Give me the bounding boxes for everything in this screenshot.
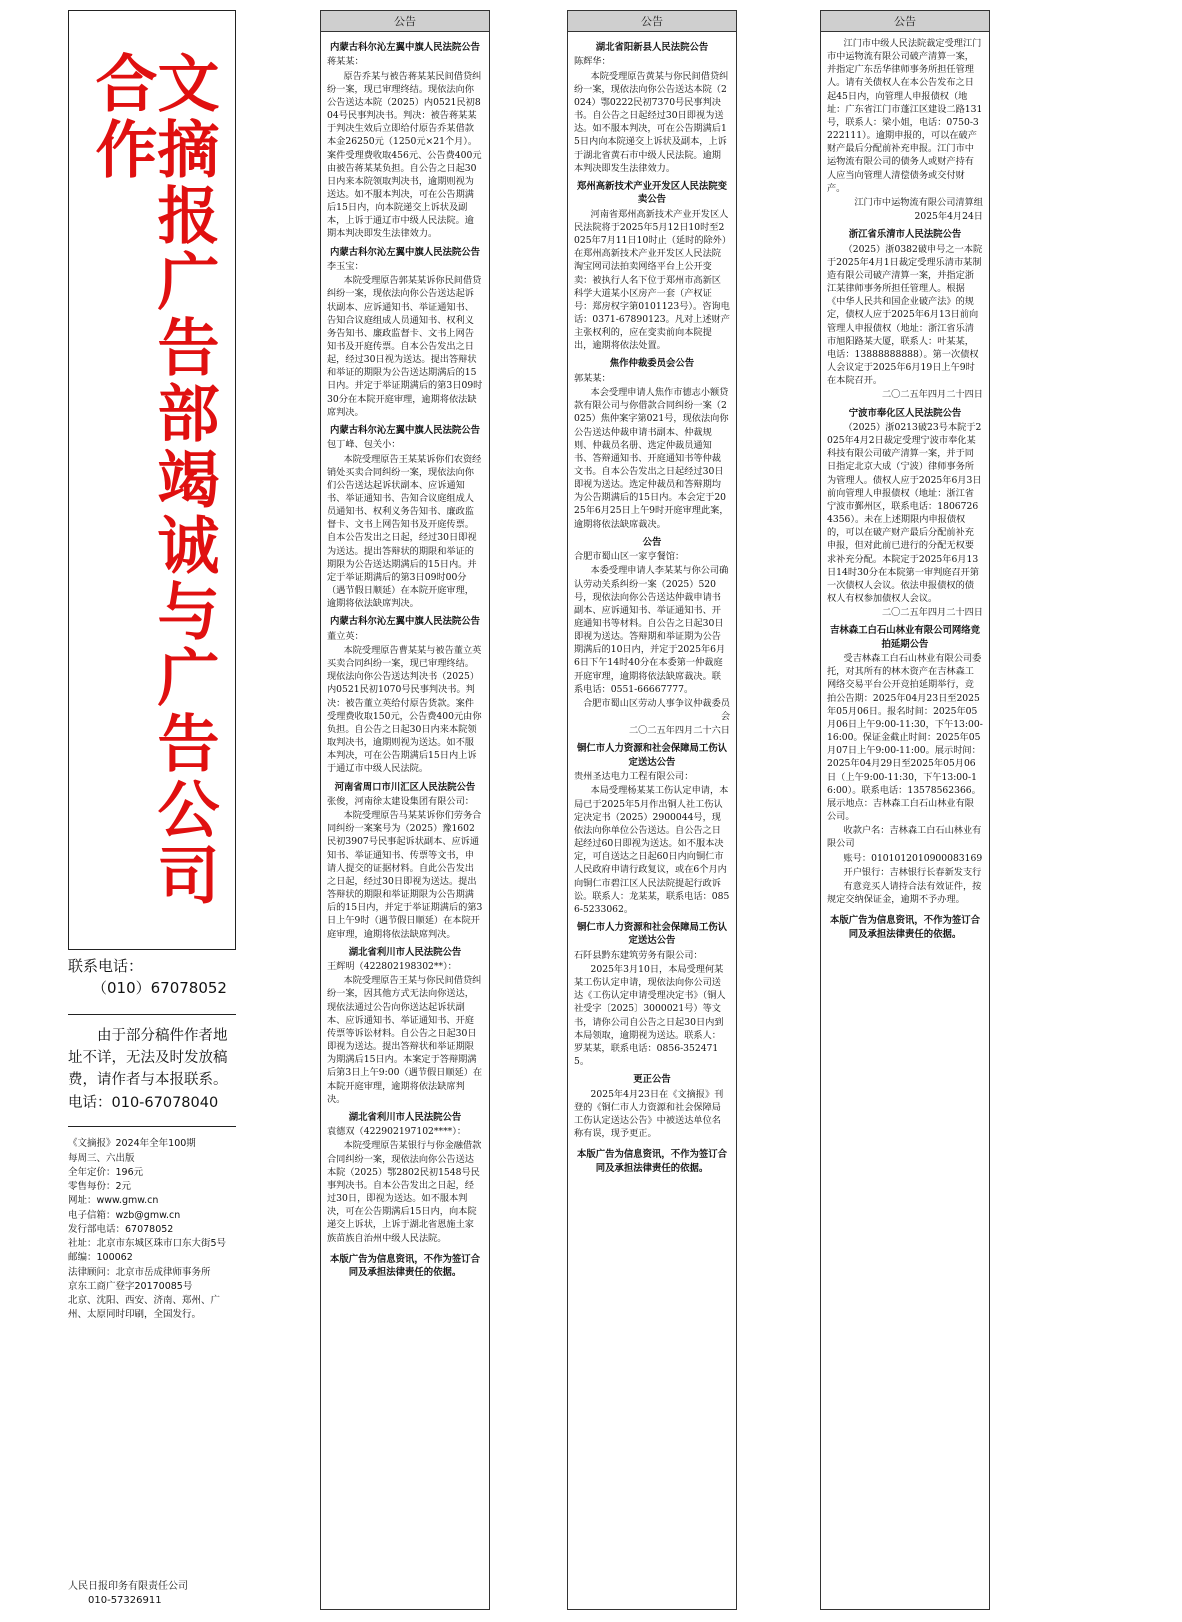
column-header: 公告 [821,11,989,32]
notice-text: 开户银行：吉林银行长春新发支行 [843,866,982,878]
left-column [68,10,236,1608]
notice [827,37,983,223]
publication-line: 全年定价：196元 [68,1166,144,1178]
notice [327,424,483,610]
notice [827,624,983,823]
column-header: 公告 [321,11,489,32]
author-notice-text: 由于部分稿件作者地址不详，无法及时发放稿费，请作者与本报联系。 [68,1027,228,1089]
notice-column-3 [820,10,990,1610]
notice-title: 湖北省阳新县人民法院公告 [595,42,709,53]
column-body [321,32,489,1284]
disclaimer-footer: 本版广告为信息资讯，不作为签订合同及承担法律责任的依据。 [829,915,980,940]
notice-recipient: 袁德双（422902197102****）： [327,1126,467,1138]
banner-title: 文摘报广告部竭诚与广告公司合作 [85,51,220,909]
notice-column-2 [567,10,737,1610]
notice-title: 铜仁市人力资源和社会保障局工伤认定送达公告 [576,921,727,947]
notice-recipient: 蒋某某： [327,56,364,68]
notice-text: 账号：0101012010900083169 [843,852,983,864]
notice-text: 本院受理原告王某某诉你们农资经销处买卖合同纠纷一案，现依法向你们公告送达起诉状副本、应诉通知书、举证通知书、告知合议庭组成人员通知书、权利义务告知书、廉政监督卡、文书上网告知书及开庭传票。自本公告发出之日起，经过30日即视为送达。提出答辩状的期限和举证的期限为公告送达期满后的15日内。并定于举证期满后的第3日09时00分（遇节假日顺延）在本院开庭审理，逾期将依法缺席判决。 [327,453,482,610]
notice [327,781,483,941]
notice-recipient: 张俊，河南徐太建设集团有限公司： [327,796,474,807]
publication-line: 电子信箱：wzb@gmw.cn [68,1209,181,1221]
notice-text: 本院受理原告曹某某与被告董立英买卖合同纠纷一案，现已审理终结。现依法向你公告送达判决书（2025）内0521民初1070号民事判决书。判决：被告董立英给付原告货款。案件受理费收取150元，公告费400元由你负担。自公告之日起30日内来本院领取判决书，逾期则视为送达。如不服本判决，可在公告期满后15日内上诉于通辽市中级人民法院。 [327,645,482,775]
notice-title: 内蒙古科尔沁左翼中旗人民法院公告 [329,616,480,628]
publication-line: 零售每份：2元 [68,1181,132,1193]
notice-title: 内蒙古科尔沁左翼中旗人民法院公告 [329,246,480,258]
publication-line: 每周三、六出版 [68,1152,135,1164]
notice-text: 有意竞买人请持合法有效证件，按规定交纳保证金，逾期不予办理。 [827,880,982,905]
publication-line: 《文摘报》2024年全年100期 [68,1138,196,1150]
notice-text: 江门市中级人民法院裁定受理江门市中运物流有限公司破产清算一案，并指定广东岳华律师事务所担任管理人。请有关债权人在本公告发布之日起45日内，向管理人申报债权（地址：广东省江门市蓬江区建设二路131号，联系人：梁小姐，电话：0750-3222111）。逾期申报的，可以在破产财产最后分配前补充申报。江门市中运物流有限公司的债务人或财产持有人应当向管理人清偿债务或交付财产。 [827,38,983,194]
notice-recipient: 王辉明（422802198302**）： [327,961,457,973]
notice [327,615,483,775]
notice-title: 湖北省利川市人民法院公告 [348,946,462,958]
notice-title: 郑州高新技术产业开发区人民法院变卖公告 [576,180,727,206]
notice-title: 更正公告 [633,1074,671,1086]
notice [574,41,730,175]
notice [327,41,483,241]
notice-text: 本会受理申请人焦作市德志小额贷款有限公司与你借款合同纠纷一案（2025）焦仲案字第021号，现依法向你公告送达仲裁申请书副本、仲裁规则、仲裁员名册、选定仲裁员通知书、答辩通知书、开庭通知书等仲裁文书。自本公告发出之日起经过30日即视为送达。选定仲裁员和答辩期均为公告期满后的15日内。本会定于2025年6月25日上午9时开庭审理此案，逾期将依法缺席裁决。 [574,387,729,530]
notice-signature: 二〇二五年四月二十四日 [881,389,983,401]
publication-line: 社址：北京市东城区珠市口东大街5号 [68,1238,227,1250]
notice-title: 内蒙古科尔沁左翼中旗人民法院公告 [329,42,480,53]
notice-text: 本院受理原告某银行与你金融借款合同纠纷一案，现依法向你公告送达本院（2025）鄂2802民初1548号民事判决书。自本公告发出之日起，经过30日，即视为送达。如不服本判决，可在公告期满后15日内，向本院递交上诉状，上诉于湖北省恩施土家族苗族自治州中级人民法院。 [327,1140,482,1244]
notice [327,946,483,1106]
disclaimer-footer: 本版广告为信息资讯，不作为签订合同及承担法律责任的依据。 [329,1253,480,1279]
notice [574,742,730,916]
notice [574,180,730,353]
notice-text: 本院受理原告王某与你民间借贷纠纷一案，因其他方式无法向你送达，现依法通过公告向你送达起诉状副本、应诉通知书、举证通知书、开庭传票等诉讼材料。自公告之日起30日即视为送达。提出答辩状和举证期限为期满后15日内。本案定于答辩期满后第3日上午9:00（遇节假日顺延）在本院开庭审理，逾期将依法缺席判决。 [327,975,483,1105]
notice-title: 内蒙古科尔沁左翼中旗人民法院公告 [329,424,480,436]
printer-info [68,1580,236,1607]
notice-text: 本院受理原告马某某诉你们劳务合同纠纷一案案号为（2025）豫1602民初3907号民事起诉状副本、应诉通知书、举证通知书、传票等文书，申请人提交的证据材料。自此公告发出之日起，经过30日即视为送达。提出答辩状的期限和举证期限为公告期满后的15日内，并定于举证期满后的第3日上午9时（遇节假日顺延）在本院开庭审理，逾期将依法缺席判决。 [327,810,483,940]
notice-recipient: 郭某某： [574,372,611,384]
printer-name: 人民日报印务有限责任公司 [68,1581,188,1592]
notice-title: 焦作仲裁委员会公告 [609,358,695,370]
notice-title: 宁波市奉化区人民法院公告 [848,407,962,419]
publication-line: 京东工商广登字20170085号 [68,1280,193,1292]
notice-text: 本院受理原告黄某与你民间借贷纠纷一案，现依法向你公告送达本院（2024）鄂0222民初7370号民事判决书。自公告之日起经过30日即视为送达。如不服本判决，可在公告期满后15日内向本院递交上诉状及副本，上诉于湖北省黄石市中级人民法院。逾期本判决即发生法律效力。 [574,70,729,174]
publication-line: 法律顾问：北京市岳成律师事务所 [68,1266,211,1278]
notice [327,1111,483,1245]
notice-text: 原告乔某与被告蒋某某民间借贷纠纷一案，现已审理终结。现依法向你公告送达本院（2025）内0521民初804号民事判决书。判决：被告蒋某某于判决生效后立即给付原告乔某借款本金26250元（1250元×21个月）。案件受理费收取456元、公告费400元由被告蒋某某负担。自公告之日起30日内来本院领取判决书，逾期则视为送达。如不服本判决，可在公告期满后15日内，向本院递交上诉状及副本，上诉于通辽市中级人民法院。逾期本判决即发生法律效力。 [327,70,482,240]
notice [574,1073,730,1140]
notice-text: （2025）浙0213破23号本院于2025年4月2日裁定受理宁波市奉化某科技有限公司破产清算一案，并于同日指定北京大成（宁波）律师事务所为管理人。债权人应于2025年6月3日前向管理人申报债权（地址：浙江省宁波市鄞州区，联系电话：18067264356）。未在上述期限内申报债权的，可以在破产财产最后分配前补充申报，但对此前已进行的分配无权要求补充分配。本院定于2025年6月13日14时30分在本院第一审判庭召开第一次债权人会议。依法申报债权的债权人有权参加债权人会议。 [827,421,982,604]
publication-line: 网址：www.gmw.cn [68,1195,159,1207]
notice-signature: 二〇二五年四月二十六日 [628,725,730,737]
notice-signature: 江门市中运物流有限公司清算组 [854,196,983,208]
notice-title: 吉林森工白石山林业有限公司网络竞拍延期公告 [829,625,980,650]
notice [827,824,983,906]
notice-text: 本委受理申请人李某某与你公司确认劳动关系纠纷一案（2025）520号，现依法向你公告送达仲裁申请书副本、应诉通知书、举证通知书、开庭通知书等材料。自公告之日起30日即视为送达。答辩期和举证期为公告期满后的10日内，并定于2025年6月6日下午14时40分在本委第一仲裁庭开庭审理，逾期将依法缺席裁决。联系电话：0551-66667777。 [574,565,729,695]
notice-text: 本局受理杨某某工伤认定申请，本局已于2025年5月作出铜人社工伤认定决定书（2025）2900044号，现依法向你单位公告送达。自公告之日起经过60日即视为送达。如不服本决定，可自送达之日起60日内向铜仁市人民政府申请行政复议，或在6个月内向铜仁市碧江区人民法院提起行政诉讼。联系人：龙某某，联系电话：0856-5233062。 [574,785,730,915]
notice-title: 浙江省乐清市人民法院公告 [848,229,962,241]
notice [574,921,730,1068]
notice-text: 收款户名：吉林森工白石山林业有限公司 [827,825,982,850]
notice-title: 河南省周口市川汇区人民法院公告 [334,781,476,793]
notice-recipient: 陈辉华： [574,56,611,68]
notice-text: 本院受理原告郭某某诉你民间借贷纠纷一案，现依法向你公告送达起诉状副本、应诉通知书、举证通知书、告知合议庭组成人员通知书、权利义务告知书、廉政监督卡、文书上网告知书及开庭传票。自本公告发出之日起，经过30日视为送达。提出答辩状和举证的期限为公告送达期满后的15日内。并定于举证期满后的第3日09时30分在本院开庭审理，逾期将依法缺席判决。 [327,275,483,418]
contact-label: 联系电话： [68,957,144,975]
publication-line: 北京、沈阳、西安、济南、郑州、广州、太原同时印刷，全国发行。 [68,1295,221,1321]
ad-banner [68,10,236,950]
disclaimer-footer: 本版广告为信息资讯，不作为签订合同及承担法律责任的依据。 [576,1149,727,1174]
notice-text: 2025年4月23日在《文摘报》刊登的《铜仁市人力资源和社会保障局工伤认定送达公告》中被送达单位名称有误，现予更正。 [574,1088,724,1140]
notice-column-1 [320,10,490,1610]
notice-text: 受吉林森工白石山林业有限公司委托，对其所有的林木资产在吉林森工网络交易平台公开竞拍延期举行，竞拍公告期：2025年04月23日至2025年05月06日。报名时间：2025年05月06日上午9:00-11:30，下午13:00-16:00。保证金截止时间：2025年05月07日上午9:00-11:00。展示时间：2025年04月29日至2025年05月06日（上午9:00-11:30，下午13:00-16:00）。联系电话：13578562366。展示地点：吉林森工白石山林业有限公司。 [827,653,983,823]
notice-title: 铜仁市人力资源和社会保障局工伤认定送达公告 [576,743,727,768]
notice [827,228,983,401]
notice-recipient: 包丁峰、包关小： [327,439,401,451]
publication-line: 发行部电话：67078052 [68,1223,174,1235]
column-body [568,32,736,1179]
notice-text: 2025年3月10日，本局受理何某某工伤认定申请，现依法向你公司送达《工伤认定申请受理决定书》（铜人社受字〔2025〕3000021号）等文书，请你公司自公告之日起30日内到本局领取，逾期视为送达。联系人：罗某某，联系电话：0856-3524715。 [574,964,726,1068]
notice [327,246,483,419]
notice-recipient: 董立英： [327,630,364,642]
notice [574,697,730,737]
column-body [821,32,989,945]
notice [574,357,730,530]
notice-recipient: 石阡县黔东建筑劳务有限公司： [574,949,703,961]
notice-title: 湖北省利川市人民法院公告 [348,1111,462,1123]
publication-info [68,1126,236,1322]
notice-text: （2025）浙0382破申号之一本院于2025年4月1日裁定受理乐清市某制造有限公司破产清算一案，并指定浙江某律师事务所担任管理人。根据《中华人民共和国企业破产法》的规定，债权人应于2025年6月13日前向管理人申报债权（地址：浙江省乐清市旭阳路某大厦，联系人：叶某某，电话：13888888888）。第一次债权人会议定于2025年6月19日上午9时在本院召开。 [827,243,983,387]
printer-phone: 010-57326911 [88,1594,162,1606]
notice-recipient: 合肥市蜀山区一家亨餐馆： [574,551,685,563]
contact-block [68,956,236,1000]
notice [827,407,983,620]
column-header: 公告 [568,11,736,32]
notice-signature: 二〇二五年四月二十四日 [881,607,983,619]
notice-recipient: 李玉宝： [327,261,364,273]
notice [574,536,730,696]
notice-signature: 合肥市蜀山区劳动人事争议仲裁委员会 [583,697,730,723]
publication-line: 邮编：100062 [68,1252,133,1264]
notice-text: 河南省郑州高新技术产业开发区人民法院将于2025年5月12日10时至2025年7月11日10时止（延时的除外）在郑州高新技术产业开发区人民法院淘宝网司法拍卖网络平台上公开变卖：被执行人名下位于郑州市高新区科学大道某小区房产一套（产权证号：郑房权字第0101123号）。咨询电话：0371-67890123。凡对上述财产主张权利的，应在变卖前向本院提出，逾期将依法处置。 [574,208,730,352]
notice-recipient: 贵州圣达电力工程有限公司： [574,771,694,783]
author-notice [68,1014,236,1115]
notice-signature: 2025年4月24日 [914,211,983,223]
author-notice-tel: 电话：010-67078040 [68,1094,219,1111]
notice-title: 公告 [642,536,662,548]
contact-phone: （010）67078052 [92,978,227,997]
